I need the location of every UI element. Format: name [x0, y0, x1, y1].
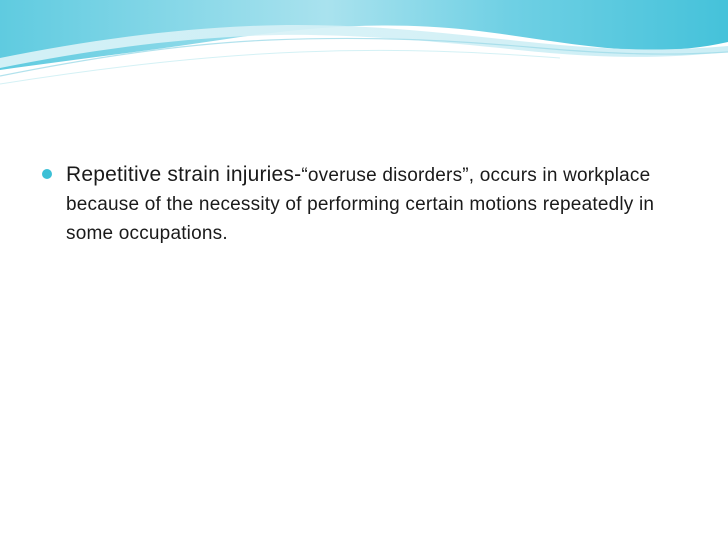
bullet-item — [42, 160, 692, 248]
header-wave-decoration — [0, 0, 728, 95]
bullet-dot-icon — [42, 169, 52, 179]
slide-content — [42, 160, 692, 248]
bullet-rest-text: “overuse disorders”, occurs in workplace because of the necessity of performing certain motions repeatedly in some occupations. — [66, 165, 655, 244]
bullet-lead-text: Repetitive strain injuries- — [66, 163, 302, 186]
bullet-text — [66, 160, 692, 248]
